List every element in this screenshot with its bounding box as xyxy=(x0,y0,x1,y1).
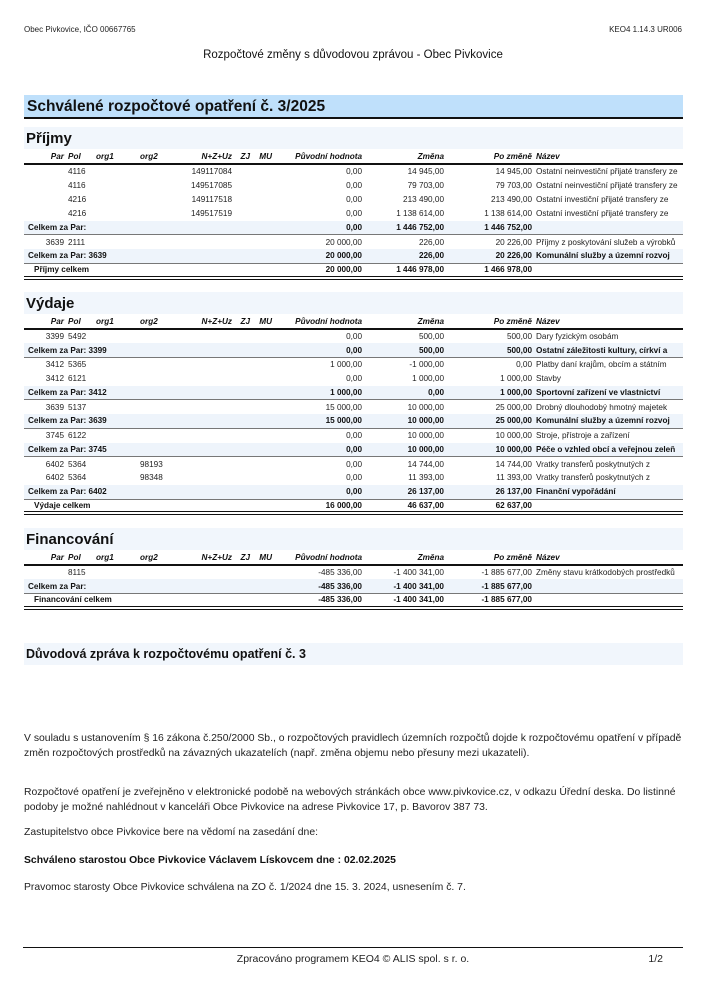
cell-par: 3412 xyxy=(45,374,64,384)
cell-change: 0,00 xyxy=(364,386,446,400)
cell-nzuz: 149117518 xyxy=(191,194,232,204)
cell-after: -1 885 677,00 xyxy=(446,593,534,607)
cell-zj xyxy=(234,235,252,249)
cell-name: Příjmy z poskytování služeb a výrobků xyxy=(536,237,676,247)
page-number: 1/2 xyxy=(648,953,663,965)
cell-mu xyxy=(252,372,274,386)
row-label: Celkem za Par: 3399 xyxy=(24,343,274,357)
cell-after: 10 000,00 xyxy=(495,431,532,441)
table-row xyxy=(24,329,683,343)
cell-orig: 15 000,00 xyxy=(325,402,362,412)
cell-nzuz xyxy=(178,235,234,249)
cell-pol: 4216 xyxy=(68,194,87,204)
footer-credit: Zpracováno programem KEO4 © ALIS spol. s r. o. xyxy=(236,953,470,965)
cell-pol: 8115 xyxy=(68,568,86,578)
column-header-name: Název xyxy=(534,314,683,329)
cell-name: Dary fyzickým osobám xyxy=(536,332,619,342)
cell-org1 xyxy=(94,329,138,343)
column-header-after: Po změně xyxy=(446,314,534,329)
reason-paragraph-approval: Schváleno starostou Obce Pivkovice Václavem Lískovcem dne : 02.02.2025 xyxy=(24,855,396,866)
cell-orig: 0,00 xyxy=(346,332,362,342)
table-row xyxy=(24,471,683,485)
cell-after: -1 885 677,00 xyxy=(481,568,532,578)
cell-after: 1 000,00 xyxy=(500,374,532,384)
cell-pol: 5137 xyxy=(68,402,87,412)
section-title: Příjmy xyxy=(24,127,683,149)
cell-name xyxy=(534,579,683,593)
column-header-org2: org2 xyxy=(138,149,178,164)
row-label: Celkem za Par: 3745 xyxy=(24,443,274,457)
table-row xyxy=(24,207,683,221)
column-header-orig: Původní hodnota xyxy=(274,314,364,329)
cell-par xyxy=(24,192,66,206)
section-prijmy xyxy=(24,127,683,280)
reason-report-title: Důvodová zpráva k rozpočtovému opatření č. 3 xyxy=(26,647,306,661)
reason-report-banner xyxy=(24,643,683,665)
cell-change: 46 637,00 xyxy=(364,499,446,513)
cell-after: 213 490,00 xyxy=(491,194,532,204)
cell-change: -1 400 341,00 xyxy=(364,579,446,593)
cell-mu xyxy=(252,400,274,414)
cell-zj xyxy=(234,192,252,206)
cell-zj xyxy=(234,565,252,579)
table-row xyxy=(24,428,683,442)
reason-paragraph-authority: Pravomoc starosty Obce Pivkovice schválena na ZO č. 1/2024 dne 15. 3. 2024, usnesením č. 7. xyxy=(24,882,466,893)
table-row xyxy=(24,457,683,471)
cell-org2: 98193 xyxy=(140,459,163,469)
cell-org2 xyxy=(138,178,178,192)
cell-zj xyxy=(234,357,252,371)
cell-mu xyxy=(252,471,274,485)
column-header-nzuz: N+Z+Uz xyxy=(178,149,234,164)
cell-name: Stavby xyxy=(536,374,562,384)
cell-org1 xyxy=(94,235,138,249)
cell-name: Vratky transferů poskytnutých z xyxy=(536,459,650,469)
cell-after: 25 000,00 xyxy=(495,402,532,412)
cell-par xyxy=(24,178,66,192)
cell-after: 20 226,00 xyxy=(495,237,532,247)
cell-nzuz xyxy=(178,357,234,371)
subtotal-row xyxy=(24,579,683,593)
subtotal-row xyxy=(24,343,683,357)
cell-name: Drobný dlouhodobý hmotný majetek xyxy=(536,402,668,412)
cell-orig: 1 000,00 xyxy=(274,386,364,400)
cell-after: 500,00 xyxy=(446,343,534,357)
column-header-par: Par xyxy=(24,314,66,329)
cell-org1 xyxy=(94,565,138,579)
cell-change: 14 744,00 xyxy=(407,459,444,469)
row-label: Celkem za Par: 3412 xyxy=(24,386,274,400)
cell-par: 6402 xyxy=(45,473,64,483)
cell-change: 226,00 xyxy=(364,249,446,263)
cell-mu xyxy=(252,457,274,471)
table-row xyxy=(24,372,683,386)
cell-nzuz xyxy=(178,372,234,386)
grand-total-row xyxy=(24,263,683,277)
column-header-org2: org2 xyxy=(138,550,178,565)
cell-pol: 6122 xyxy=(68,431,87,441)
cell-name xyxy=(534,221,683,235)
column-header-pol: Pol xyxy=(66,550,94,565)
column-header-mu: MU xyxy=(252,550,274,565)
column-header-name: Název xyxy=(534,149,683,164)
cell-after: 0,00 xyxy=(516,360,532,370)
section-financovani xyxy=(24,528,683,610)
cell-change: 26 137,00 xyxy=(364,485,446,499)
row-label: Celkem za Par: 6402 xyxy=(24,485,274,499)
cell-par: 3399 xyxy=(45,332,64,342)
table-row xyxy=(24,164,683,178)
cell-name: Komunální služby a územní rozvoj xyxy=(534,414,683,428)
subtotal-row xyxy=(24,249,683,263)
cell-orig: 0,00 xyxy=(274,485,364,499)
cell-nzuz: 149517519 xyxy=(191,209,232,219)
cell-orig: 0,00 xyxy=(346,431,362,441)
cell-org1 xyxy=(94,372,138,386)
financovani-table xyxy=(24,550,683,610)
cell-orig: 0,00 xyxy=(346,374,362,384)
cell-name: Ostatní neinvestiční přijaté transfery ze xyxy=(536,167,678,177)
column-header-par: Par xyxy=(24,149,66,164)
row-label: Financování celkem xyxy=(24,593,274,607)
cell-org1 xyxy=(94,428,138,442)
cell-mu xyxy=(252,192,274,206)
column-header-change: Změna xyxy=(364,550,446,565)
reason-paragraph-legal: V souladu s ustanovením § 16 zákona č.250/2000 Sb., o rozpočtových pravidlech územních rozpočtů dojde k rozpočtovému opatření v případě změn rozpočtových prostředků na závazných ukazatelích (např. změna objemu nebo přesuny mezi ukazateli). xyxy=(24,733,682,759)
cell-change: -1 400 341,00 xyxy=(393,568,444,578)
cell-zj xyxy=(234,428,252,442)
cell-nzuz xyxy=(178,471,234,485)
cell-orig: 0,00 xyxy=(274,343,364,357)
cell-after: -1 885 677,00 xyxy=(446,579,534,593)
prijmy-table xyxy=(24,149,683,280)
column-header-after: Po změně xyxy=(446,149,534,164)
column-header-name: Název xyxy=(534,550,683,565)
cell-change: 79 703,00 xyxy=(407,180,444,190)
cell-org1 xyxy=(94,164,138,178)
cell-orig: 0,00 xyxy=(274,443,364,457)
document-title: Rozpočtové změny s důvodovou zprávou - Obec Pivkovice xyxy=(203,49,503,61)
cell-name: Změny stavu krátkodobých prostředků xyxy=(536,568,675,578)
cell-org2 xyxy=(138,164,178,178)
table-row xyxy=(24,400,683,414)
cell-orig: 0,00 xyxy=(346,167,362,177)
cell-change: 226,00 xyxy=(418,237,444,247)
cell-orig: 20 000,00 xyxy=(325,237,362,247)
cell-after: 14 744,00 xyxy=(495,459,532,469)
cell-par: 3639 xyxy=(45,237,64,247)
subtotal-row xyxy=(24,443,683,457)
cell-pol: 5492 xyxy=(68,332,87,342)
cell-org2 xyxy=(138,329,178,343)
cell-mu xyxy=(252,164,274,178)
cell-org1 xyxy=(94,457,138,471)
cell-change: 10 000,00 xyxy=(407,402,444,412)
cell-par xyxy=(24,565,66,579)
cell-org1 xyxy=(94,400,138,414)
cell-pol: 5364 xyxy=(68,473,87,483)
cell-pol: 6121 xyxy=(68,374,87,384)
cell-org1 xyxy=(94,178,138,192)
cell-after: 20 226,00 xyxy=(446,249,534,263)
table-row xyxy=(24,192,683,206)
column-header-mu: MU xyxy=(252,314,274,329)
cell-nzuz xyxy=(178,329,234,343)
grand-total-row xyxy=(24,593,683,607)
table-row xyxy=(24,565,683,579)
subtotal-row xyxy=(24,386,683,400)
reason-paragraph-council: Zastupitelstvo obce Pivkovice bere na vědomí na zasedání dne: xyxy=(24,827,318,838)
row-label: Celkem za Par: 3639 xyxy=(24,414,274,428)
cell-orig: -485 336,00 xyxy=(318,568,362,578)
table-row xyxy=(24,357,683,371)
cell-change: 1 446 752,00 xyxy=(364,221,446,235)
cell-org2: 98348 xyxy=(140,473,163,483)
cell-nzuz xyxy=(178,457,234,471)
section-title: Výdaje xyxy=(24,292,683,314)
cell-pol: 4116 xyxy=(68,180,86,190)
cell-nzuz xyxy=(178,565,234,579)
cell-pol: 4116 xyxy=(68,167,86,177)
column-header-change: Změna xyxy=(364,314,446,329)
cell-change: -1 400 341,00 xyxy=(364,593,446,607)
cell-change: 10 000,00 xyxy=(407,431,444,441)
cell-orig: 15 000,00 xyxy=(274,414,364,428)
cell-name: Ostatní investiční přijaté transfery ze xyxy=(536,194,669,204)
cell-change: 1 138 614,00 xyxy=(396,209,444,219)
column-header-after: Po změně xyxy=(446,550,534,565)
cell-name: Ostatní záležitosti kultury, církví a xyxy=(534,343,683,357)
cell-org2 xyxy=(138,372,178,386)
cell-orig: 0,00 xyxy=(346,180,362,190)
cell-change: 213 490,00 xyxy=(403,194,444,204)
cell-after: 79 703,00 xyxy=(495,180,532,190)
cell-after: 1 446 752,00 xyxy=(446,221,534,235)
cell-after: 26 137,00 xyxy=(446,485,534,499)
cell-name: Ostatní neinvestiční přijaté transfery ze xyxy=(536,180,678,190)
cell-zj xyxy=(234,400,252,414)
column-header-org1: org1 xyxy=(94,149,138,164)
cell-nzuz: 149117084 xyxy=(191,167,232,177)
cell-after: 11 393,00 xyxy=(496,473,532,483)
cell-name: Péče o vzhled obcí a veřejnou zeleň xyxy=(534,443,683,457)
cell-after: 14 945,00 xyxy=(495,167,532,177)
cell-name: Finanční vypořádání xyxy=(534,485,683,499)
cell-orig: 20 000,00 xyxy=(274,249,364,263)
cell-par: 3639 xyxy=(45,402,64,412)
grand-total-row xyxy=(24,499,683,513)
cell-par: 6402 xyxy=(45,459,64,469)
cell-zj xyxy=(234,164,252,178)
cell-org2 xyxy=(138,192,178,206)
column-header-pol: Pol xyxy=(66,314,94,329)
cell-name xyxy=(534,499,683,513)
cell-pol: 2111 xyxy=(68,237,85,247)
column-header-org1: org1 xyxy=(94,550,138,565)
cell-name: Vratky transferů poskytnutých z xyxy=(536,473,650,483)
cell-nzuz xyxy=(178,400,234,414)
column-header-row xyxy=(24,550,683,565)
row-label: Celkem za Par: xyxy=(24,579,274,593)
cell-org1 xyxy=(94,192,138,206)
cell-par xyxy=(24,207,66,221)
cell-orig: 0,00 xyxy=(346,209,362,219)
cell-orig: 1 000,00 xyxy=(330,360,362,370)
cell-change: 10 000,00 xyxy=(364,443,446,457)
cell-org2 xyxy=(138,207,178,221)
cell-change: 1 000,00 xyxy=(412,374,444,384)
cell-change: 500,00 xyxy=(364,343,446,357)
budget-measure-title: Schválené rozpočtové opatření č. 3/2025 xyxy=(27,98,326,115)
cell-orig: 0,00 xyxy=(274,221,364,235)
cell-org1 xyxy=(94,357,138,371)
cell-orig: 0,00 xyxy=(346,473,362,483)
cell-par: 3412 xyxy=(45,360,64,370)
cell-orig: 16 000,00 xyxy=(274,499,364,513)
cell-orig: -485 336,00 xyxy=(274,579,364,593)
cell-mu xyxy=(252,428,274,442)
row-label: Příjmy celkem xyxy=(24,263,274,277)
column-header-org2: org2 xyxy=(138,314,178,329)
organization-header: Obec Pivkovice, IČO 00667765 xyxy=(24,25,136,34)
cell-name xyxy=(534,263,683,277)
column-header-change: Změna xyxy=(364,149,446,164)
cell-org1 xyxy=(94,207,138,221)
cell-zj xyxy=(234,471,252,485)
cell-name: Stroje, přístroje a zařízení xyxy=(536,431,630,441)
column-header-par: Par xyxy=(24,550,66,565)
table-row xyxy=(24,178,683,192)
cell-org2 xyxy=(138,235,178,249)
cell-org2 xyxy=(138,357,178,371)
cell-change: 1 446 978,00 xyxy=(364,263,446,277)
section-vydaje xyxy=(24,292,683,515)
cell-after: 10 000,00 xyxy=(446,443,534,457)
cell-zj xyxy=(234,178,252,192)
cell-mu xyxy=(252,357,274,371)
budget-measure-banner xyxy=(24,95,683,119)
cell-zj xyxy=(234,372,252,386)
cell-after: 500,00 xyxy=(506,332,532,342)
row-label: Celkem za Par: xyxy=(24,221,274,235)
reason-paragraph-publication: Rozpočtové opatření je zveřejněno v elektronické podobě na webových stránkách obce www.pivkovice.cz, v odkazu Úřední deska. Do listinné podoby je možné nahlédnout v kanceláři Obce Pivkovice na adrese Pivkovice 17, p. Bavorov 387 73. xyxy=(24,787,676,813)
cell-nzuz xyxy=(178,428,234,442)
vydaje-table xyxy=(24,314,683,515)
subtotal-row xyxy=(24,485,683,499)
cell-after: 1 138 614,00 xyxy=(484,209,532,219)
cell-org2 xyxy=(138,400,178,414)
cell-name: Komunální služby a územní rozvoj xyxy=(534,249,683,263)
column-header-orig: Původní hodnota xyxy=(274,149,364,164)
cell-name: Ostatní investiční přijaté transfery ze xyxy=(536,209,669,219)
cell-change: 10 000,00 xyxy=(364,414,446,428)
cell-mu xyxy=(252,565,274,579)
column-header-row xyxy=(24,314,683,329)
cell-orig: 0,00 xyxy=(346,459,362,469)
cell-change: 500,00 xyxy=(418,332,444,342)
cell-par: 3745 xyxy=(45,431,64,441)
cell-org2 xyxy=(138,565,178,579)
column-header-org1: org1 xyxy=(94,314,138,329)
cell-orig: -485 336,00 xyxy=(274,593,364,607)
cell-zj xyxy=(234,329,252,343)
column-header-orig: Původní hodnota xyxy=(274,550,364,565)
subtotal-row xyxy=(24,414,683,428)
cell-orig: 0,00 xyxy=(346,194,362,204)
cell-after: 1 466 978,00 xyxy=(446,263,534,277)
cell-pol: 5364 xyxy=(68,459,87,469)
column-header-mu: MU xyxy=(252,149,274,164)
cell-after: 1 000,00 xyxy=(446,386,534,400)
cell-nzuz: 149517085 xyxy=(191,180,232,190)
column-header-pol: Pol xyxy=(66,149,94,164)
cell-org2 xyxy=(138,428,178,442)
column-header-nzuz: N+Z+Uz xyxy=(178,550,234,565)
cell-mu xyxy=(252,178,274,192)
footer-divider xyxy=(23,947,683,948)
cell-change: 14 945,00 xyxy=(407,167,444,177)
cell-change: 11 393,00 xyxy=(408,473,444,483)
cell-pol: 5365 xyxy=(68,360,87,370)
row-label: Výdaje celkem xyxy=(24,499,274,513)
subtotal-row xyxy=(24,221,683,235)
cell-zj xyxy=(234,207,252,221)
column-header-nzuz: N+Z+Uz xyxy=(178,314,234,329)
cell-pol: 4216 xyxy=(68,209,87,219)
cell-org1 xyxy=(94,471,138,485)
cell-orig: 20 000,00 xyxy=(274,263,364,277)
cell-name: Sportovní zařízení ve vlastnictví xyxy=(534,386,683,400)
cell-change: -1 000,00 xyxy=(409,360,444,370)
program-version: KEO4 1.14.3 UR006 xyxy=(609,25,682,34)
cell-after: 62 637,00 xyxy=(446,499,534,513)
cell-name: Platby daní krajům, obcím a státním xyxy=(536,360,667,370)
cell-name xyxy=(534,593,683,607)
row-label: Celkem za Par: 3639 xyxy=(24,249,274,263)
column-header-row xyxy=(24,149,683,164)
section-title: Financování xyxy=(24,528,683,550)
cell-after: 25 000,00 xyxy=(446,414,534,428)
column-header-zj: ZJ xyxy=(234,149,252,164)
table-row xyxy=(24,235,683,249)
cell-zj xyxy=(234,457,252,471)
column-header-zj: ZJ xyxy=(234,314,252,329)
cell-mu xyxy=(252,329,274,343)
cell-mu xyxy=(252,235,274,249)
column-header-zj: ZJ xyxy=(234,550,252,565)
cell-par xyxy=(24,164,66,178)
cell-mu xyxy=(252,207,274,221)
